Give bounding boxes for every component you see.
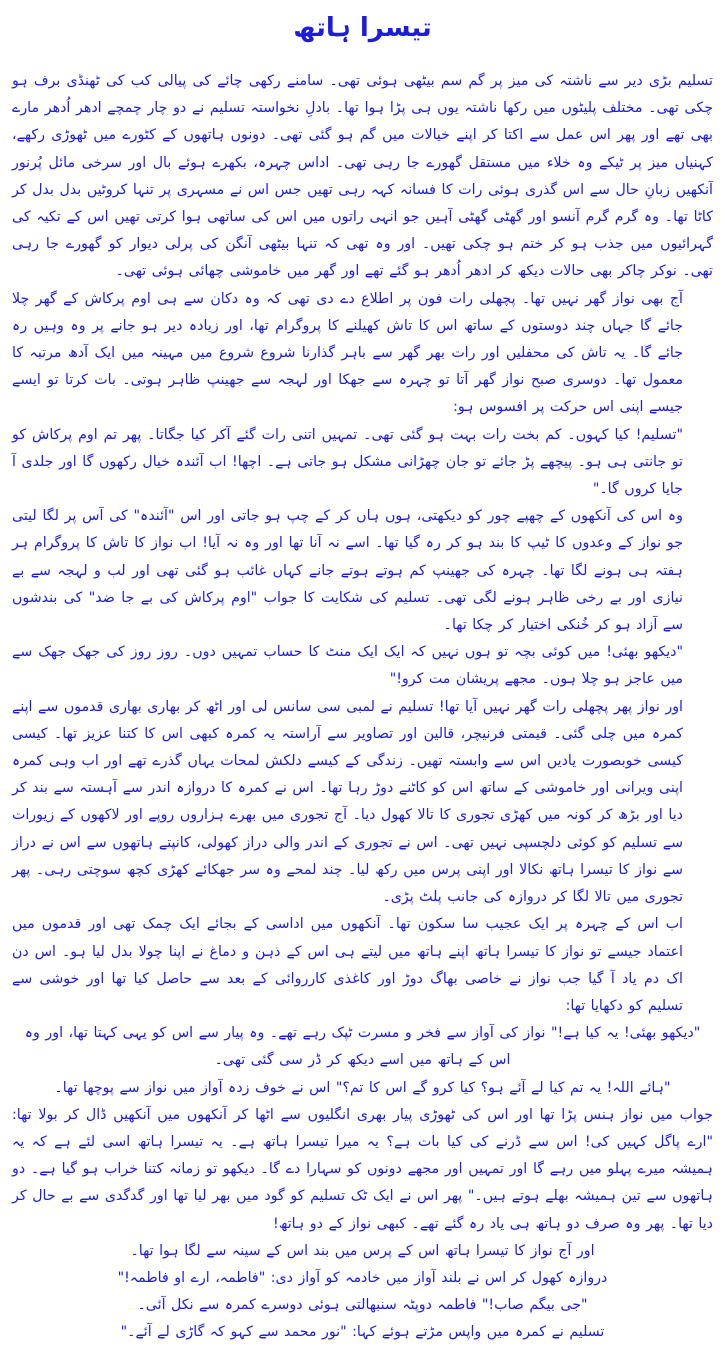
- page-title: تیسرا ہاتھ: [293, 13, 432, 43]
- paragraph: "تسلیم! کیا کہوں۔ کم بخت رات بہت ہو گئی تھی۔ تمہیں اتنی رات گئے آکر کیا جگاتا۔ پھر تم اوم پرکاش کو تو جانتی ہی ہو۔ پیچھے پڑ جائے تو جان چھڑانی مشکل ہو جاتی ہے۔ اچھا! اب آئندہ خیال رکھوں گا اور جلدی آ جایا کروں گا۔": [12, 426, 683, 498]
- paragraph: تسلیم بڑی دیر سے ناشتہ کی میز پر گم سم بیٹھی ہوئی تھی۔ سامنے رکھی چائے کی پیالی کب کی ٹھنڈی برف ہو چکی تھی۔ مختلف پلیٹوں میں رکھا ناشتہ یوں ہی پڑا ہوا تھا۔ بادلِ نخواستہ تسلیم نے دو چار چمچے ادھر اُدھر مارے بھی تھے اور پھر اس عمل سے اکتا کر اپنے خیالات میں گم ہو گئی تھی۔ دونوں ہاتھوں کے کٹورے میں ٹھوڑی رکھے، کہنیاں میز پر ٹیکے وہ خلاء میں مستقل گھورے جا رہی تھی۔ اداس چہرہ، بکھرے ہوئے بال اور سرخی مائل پُرنور آنکھیں زبانِ حال سے اس گذری ہوئی رات کا فسانہ کہہ رہی تھیں جس اس نے مسہری پر تنہا کروٹیں بدل بدل کر کاٹا تھا۔ وہ گرم گرم آنسو اور گھٹی گھٹی آہیں جو انہی راتوں میں اس کی ساتھی ہوا کرتی تھیں اس کے تکیہ کی گہرائیوں میں جذب ہو کر ختم ہو چکی تھیں۔ اور وہ تھی کہ تنہا بیٹھی آنگن کی پرلی دیوار کو گھورے جا رہی تھی۔ نوکر چاکر بھی حالات دیکھ کر ادھر اُدھر ہو گئے تھے اور گھر میں خاموشی چھائی ہوئی تھی۔: [12, 73, 713, 280]
- paragraph: "دیکھو بھئی! میں کوئی بچہ تو ہوں نہیں کہ ایک ایک منٹ کا حساب تمہیں دوں۔ روز روز کی جھک جھک سے میں عاجز ہو چلا ہوں۔ مجھے پریشان مت کرو!": [12, 644, 683, 688]
- paragraph: "ہائے اللہ! یہ تم کیا لے آئے ہو؟ کیا کرو گے اس کا تم؟" اس نے خوف زدہ آواز میں نواز سے پوچھا تھا۔: [54, 1079, 671, 1096]
- paragraph: اور آج نواز کا تیسرا ہاتھ اس کے پرس میں بند اس کے سینہ سے لگا ہوا تھا۔: [130, 1242, 595, 1259]
- paragraph: دروازہ کھول کر اس نے بلند آواز میں خادمہ کو آواز دی: "فاطمہ، ارے او فاطمہ!": [117, 1269, 608, 1286]
- paragraph: آج بھی نواز گھر نہیں تھا۔ پچھلی رات فون پر اطلاع دے دی تھی کہ وہ دکان سے ہی اوم پرکاش کے گھر چلا جائے گا جہاں چند دوستوں کے ساتھ اس کا تاش کھیلنے کا پروگرام تھا، اور زیادہ دیر ہو جانے پر وہ وہیں رہ جائے گا۔ یہ تاش کی محفلیں اور رات بھر گھر سے باہر گذارنا شروع شروع میں مہینہ میں ایک آدھ مرتبہ کا معمول تھا۔ دوسری صبح نواز گھر آتا تو چہرہ سے جھکا اور لہجہ سے جھینپ ظاہر ہوتی۔ بات کرتا تو ایسے جیسے اپنی اس حرکت پر افسوس ہو:: [12, 290, 683, 416]
- paragraph: اب اس کے چہرہ پر ایک عجیب سا سکون تھا۔ آنکھوں میں اداسی کے بجائے ایک چمک تھی اور قدموں میں اعتماد جیسے تو نواز کا تیسرا ہاتھ اپنے ہاتھ میں لیتے ہی اس کے ذہن و دماغ نے اپنا چولا بدل لیا ہو۔ اس دن اک دم یاد آ گیا جب نواز نے خاصی بھاگ دوڑ اور کاغذی کارروائی کے بعد سے حاصل کیا تھا اور خوشی سے تسلیم کو دکھایا تھا:: [12, 916, 683, 1014]
- paragraph: "جی بیگم صاب!" فاطمہ دوپٹہ سنبھالتی ہوئی دوسرے کمرہ سے نکل آئی۔: [137, 1297, 588, 1314]
- document-body: [12, 68, 713, 1347]
- paragraph: اور نواز پھر پچھلی رات گھر نہیں آیا تھا! تسلیم نے لمبی سی سانس لی اور اٹھ کر بھاری بھاری قدموں سے اپنے کمرہ میں چلی گئی۔ قیمتی فرنیچر، قالین اور تصاویر سے آراستہ یہ کمرہ کبھی اس کا کتنا عزیز تھا۔ کیسی کیسی خوبصورت یادیں اس سے وابستہ تھیں۔ زندگی کے کیسے دلکش لمحات یہاں گذرے تھے اور اب وہی کمرہ اپنی ویرانی اور خاموشی کے ساتھ اس کو کاٹنے دوڑ رہا تھا۔ اس نے کمرہ کا دروازہ اندر سے آہستہ سے بند کر دیا اور بڑھ کر کونہ میں کھڑی تجوری کا تالا کھول دیا۔ آج تجوری میں بھرے ہزاروں روپے اور لاکھوں کے زیورات سے تسلیم کو کوئی دلچسپی نہیں تھی۔ اس نے تجوری کے اندر والی دراز کھولی، کانپتے ہاتھوں سے اس نے دراز سے نواز کا تیسرا ہاتھ نکالا اور اپنی پرس میں رکھ لیا۔ چند لمحے وہ سر جھکائے کھڑی کچھ سوچتی رہی۔ پھر تجوری میں تالا لگا کر دروازہ کی جانب پلٹ پڑی۔: [12, 698, 683, 906]
- paragraph: "دیکھو بھئی! یہ کیا ہے!" نواز کی آواز سے فخر و مسرت ٹپک رہے تھے۔ وہ پیار سے اس کو یہی کہتا تھا، اور وہ اس کے ہاتھ میں اسے دیکھ کر ڈر سی گئی تھی۔: [24, 1025, 701, 1069]
- paragraph: تسلیم نے کمرہ میں واپس مڑتے ہوئے کہا: "نور محمد سے کہو کہ گاڑی لے آئے۔": [120, 1324, 605, 1341]
- paragraph: جواب میں نواز ہنس پڑا تھا اور اس کی ٹھوڑی پیار بھری انگلیوں سے اٹھا کر آنکھوں میں آنکھیں ڈال کر بولا تھا: "ارے پاگل کہیں کی! اس سے ڈرنے کی کیا بات ہے؟ یہ میرا تیسرا ہاتھ ہے۔ یہ تیسرا ہاتھ اسی لئے ہے کہ یہ ہمیشہ میرے پہلو میں رہے گا اور تمہیں اور مجھے دونوں کو سہارا دے گا۔ دیکھو تو زمانہ کتنا خراب ہو گیا ہے۔ دو ہاتھوں سے تین ہمیشہ بھلے ہوتے ہیں۔" پھر اس نے ایک ٹک تسلیم کو گود میں بھر لیا تھا اور گدگدی سے بے حال کر دیا تھا۔ پھر وہ صرف دو ہاتھ ہی یاد رہ گئے تھے۔ کبھی نواز کے دو ہاتھ!: [12, 1106, 713, 1232]
- paragraph: وہ اس کی آنکھوں کے چھپے چور کو دیکھتی، ہوں ہاں کر کے چپ ہو جاتی اور اس "آئندہ" کی آس پر لگا لیتی جو نواز کے وعدوں کا ٹیپ کا بند ہو کر رہ گیا تھا۔ اسے نہ آنا تھا اور وہ نہ آیا! اب نواز کا تاش کا پروگرام ہر ہفتہ ہی ہونے لگا تھا۔ چہرہ کی جھینپ کم ہوتے ہوتے جانے کہاں غائب ہو گئی تھی اور لب و لہجہ سے بے نیازی اور بے رخی ظاہر ہونے لگی تھی۔ تسلیم کی شکایت کا جواب "اوم پرکاش کی بے جا ضد" کی بندشوں سے آزاد ہو کر خُنکی اختیار کر چکا تھا۔: [12, 508, 683, 634]
